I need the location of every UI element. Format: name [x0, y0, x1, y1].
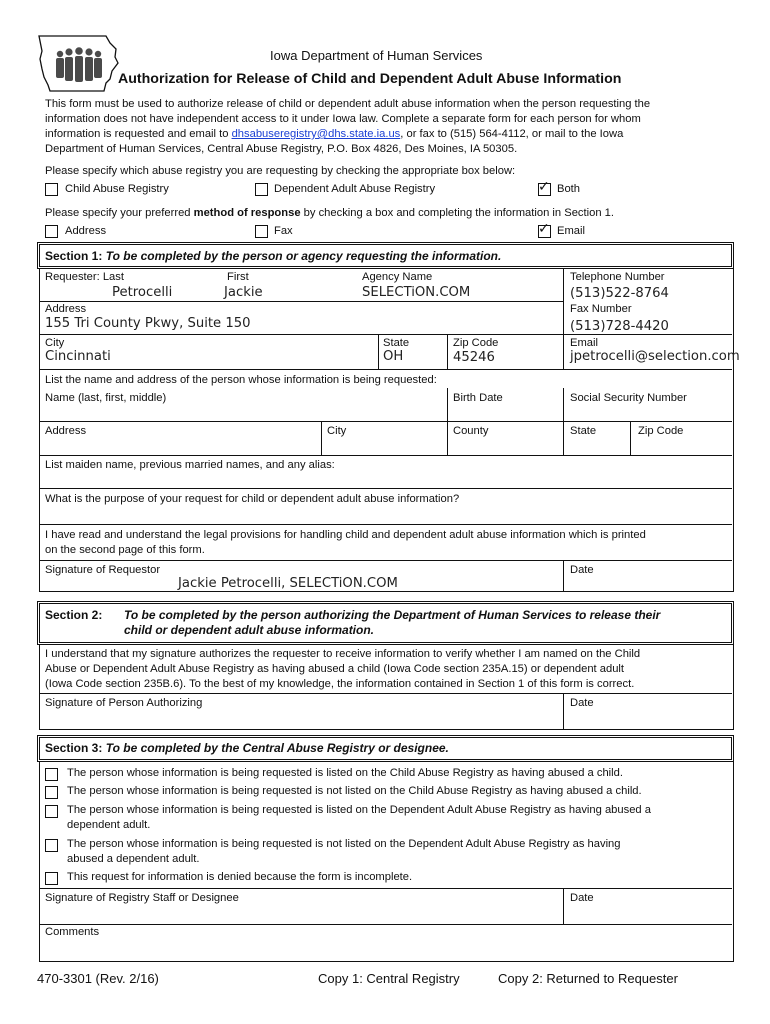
authorizing-date-field[interactable] — [564, 711, 731, 727]
listed-child-registry-checkbox[interactable] — [45, 768, 58, 781]
authorizing-date-label: Date — [570, 697, 594, 709]
zip-code-label: Zip Code — [453, 337, 499, 349]
requestor-date-label: Date — [570, 564, 594, 576]
section1-title — [45, 249, 501, 263]
listed-dependent-registry-label-cont: dependent adult. — [67, 819, 151, 831]
address-method-label: Address — [65, 225, 107, 237]
form-title: Authorization for Release of Child and Dependent Adult Abuse Information — [118, 71, 622, 87]
agency-name-value[interactable]: SELECTiON.COM — [362, 285, 471, 300]
section1-label: Section 1: — [45, 249, 103, 263]
registry-staff-signature-field[interactable] — [40, 906, 562, 922]
registry-prompt: Please specify which abuse registry you are requesting by checking the appropriate box below: — [45, 165, 516, 177]
requestor-date-field[interactable] — [564, 578, 731, 590]
registry-staff-date-field[interactable] — [564, 906, 731, 922]
not-listed-child-registry-checkbox[interactable] — [45, 786, 58, 799]
fax-number-value[interactable]: (513)728-4420 — [570, 319, 669, 334]
person-state-label: State — [570, 425, 597, 437]
birth-date-field[interactable] — [448, 406, 562, 420]
person-address-label: Address — [45, 425, 87, 437]
telephone-value[interactable]: (513)522-8764 — [570, 286, 669, 301]
method-text: Please specify your preferred — [45, 207, 194, 219]
intro-line-2: information does not have independent access to it under Iowa law. Complete a separate form for each person for whom — [45, 113, 641, 125]
requester-first-value[interactable]: Jackie — [224, 285, 263, 300]
purpose-field[interactable] — [40, 507, 731, 523]
ssn-field[interactable] — [564, 406, 731, 420]
address-method-checkbox[interactable] — [45, 225, 58, 238]
zip-code-value[interactable]: 45246 — [453, 350, 495, 365]
form-number: 470-3301 (Rev. 2/16) — [37, 971, 159, 986]
maiden-name-label: List maiden name, previous married names, and any alias: — [45, 459, 335, 471]
registry-email-link[interactable]: dhsabuseregistry@dhs.state.ia.us — [231, 128, 401, 140]
address-value[interactable]: 155 Tri County Pkwy, Suite 150 — [45, 316, 251, 331]
city-value[interactable]: Cincinnati — [45, 349, 111, 364]
section3-title-text: To be completed by the Central Abuse Registry or designee. — [105, 741, 449, 755]
person-city-label: City — [327, 425, 347, 437]
email-method-label: Email — [557, 225, 585, 237]
section2-title-line-1: To be completed by the person authorizing the Department of Human Services to release their — [124, 608, 661, 622]
legal-notice-line-1: I have read and understand the legal provisions for handling child and dependent adult abuse information which is printed — [45, 529, 646, 541]
agency-name-label: Agency Name — [362, 271, 433, 283]
method-prompt — [45, 206, 614, 221]
requester-last-value[interactable]: Petrocelli — [112, 285, 173, 300]
both-registry-label: Both — [557, 183, 581, 195]
section2-text-line-1: I understand that my signature authorizes the requester to receive information to verify whether I am named on the Child — [45, 648, 641, 660]
method-text: by checking a box and completing the information in Section 1. — [300, 207, 614, 219]
state-value[interactable]: OH — [383, 349, 404, 364]
registry-staff-signature-label: Signature of Registry Staff or Designee — [45, 892, 239, 904]
ssn-label: Social Security Number — [570, 392, 687, 404]
fax-method-label: Fax — [274, 225, 293, 237]
listed-dependent-registry-label: The person whose information is being requested is listed on the Dependent Adult Abuse Registry as having abused a — [67, 804, 651, 816]
not-listed-dependent-registry-label: The person whose information is being requested is not listed on the Dependent Adult Abuse Registry as having — [67, 838, 621, 850]
section3-label: Section 3: — [45, 741, 103, 755]
intro-line-3 — [45, 127, 623, 142]
dependent-registry-label: Dependent Adult Abuse Registry — [274, 183, 436, 195]
registry-staff-date-label: Date — [570, 892, 594, 904]
maiden-name-field[interactable] — [40, 473, 731, 487]
address-label: Address — [45, 303, 87, 315]
listed-dependent-registry-checkbox[interactable] — [45, 805, 58, 818]
telephone-label: Telephone Number — [570, 271, 665, 283]
person-zip-label: Zip Code — [638, 425, 684, 437]
not-listed-dependent-registry-checkbox[interactable] — [45, 839, 58, 852]
not-listed-child-registry-label: The person whose information is being requested is not listed on the Child Abuse Registry as having abused a child. — [67, 785, 642, 797]
dependent-registry-checkbox[interactable] — [255, 183, 268, 196]
email-value[interactable]: jpetrocelli@selection.com — [570, 349, 740, 364]
section3-title — [45, 741, 449, 755]
intro-line-1: This form must be used to authorize release of child or dependent adult abuse information when the person requesting the — [45, 98, 651, 110]
copy-2-label: Copy 2: Returned to Requester — [498, 971, 678, 986]
section1-title-text: To be completed by the person or agency requesting the information. — [105, 249, 502, 263]
fax-method-checkbox[interactable] — [255, 225, 268, 238]
section2-title-line-2: child or dependent adult abuse information. — [124, 623, 375, 637]
requestor-signature-label: Signature of Requestor — [45, 564, 161, 576]
email-label: Email — [570, 337, 598, 349]
authorizing-signature-label: Signature of Person Authorizing — [45, 697, 203, 709]
check-icon: ✓ — [538, 221, 550, 237]
comments-field[interactable] — [40, 940, 731, 960]
iowa-dhs-logo — [36, 33, 120, 95]
agency-name: Iowa Department of Human Services — [270, 48, 483, 63]
child-registry-label: Child Abuse Registry — [65, 183, 169, 195]
request-denied-label: This request for information is denied because the form is incomplete. — [67, 871, 413, 883]
first-name-label: First — [227, 271, 249, 283]
intro-text: , or fax to (515) 564-4112, or mail to the Iowa — [400, 128, 624, 140]
requestor-signature-value[interactable]: Jackie Petrocelli, SELECTiON.COM — [178, 576, 398, 591]
child-registry-checkbox[interactable] — [45, 183, 58, 196]
birth-date-label: Birth Date — [453, 392, 503, 404]
intro-text: information is requested and email to — [45, 128, 232, 140]
person-county-label: County — [453, 425, 489, 437]
comments-label: Comments — [45, 926, 100, 938]
person-list-instruction: List the name and address of the person whose information is being requested: — [45, 374, 437, 386]
section2-text-line-3: (Iowa Code section 235B.6). To the best of my knowledge, the information contained in Section 1 of this form is correct. — [45, 678, 635, 690]
city-label: City — [45, 337, 65, 349]
copy-1-label: Copy 1: Central Registry — [318, 971, 460, 986]
listed-child-registry-label: The person whose information is being requested is listed on the Child Abuse Registry as having abused a child. — [67, 767, 623, 779]
legal-notice-line-2: on the second page of this form. — [45, 544, 205, 556]
check-icon: ✓ — [538, 179, 550, 195]
method-emphasis: method of response — [193, 207, 301, 219]
intro-line-4: Department of Human Services, Central Abuse Registry, P.O. Box 4826, Des Moines, IA 50305. — [45, 143, 518, 155]
both-registry-checkbox[interactable] — [538, 179, 551, 196]
not-listed-dependent-registry-label-cont: abused a dependent adult. — [67, 853, 200, 865]
person-name-label: Name (last, first, middle) — [45, 392, 167, 404]
request-denied-checkbox[interactable] — [45, 872, 58, 885]
authorizing-signature-field[interactable] — [40, 711, 562, 727]
section2-label: Section 2: — [45, 608, 103, 622]
purpose-label: What is the purpose of your request for child or dependent adult abuse information? — [45, 493, 460, 505]
email-method-checkbox[interactable] — [538, 221, 551, 238]
section2-text-line-2: Abuse or Dependent Adult Abuse Registry as having abused a child (Iowa Code section 235A.15) or dependent adult — [45, 663, 625, 675]
person-name-field[interactable] — [40, 406, 446, 420]
state-label: State — [383, 337, 410, 349]
fax-number-label: Fax Number — [570, 303, 632, 315]
requester-last-label: Requester: Last — [45, 271, 124, 283]
